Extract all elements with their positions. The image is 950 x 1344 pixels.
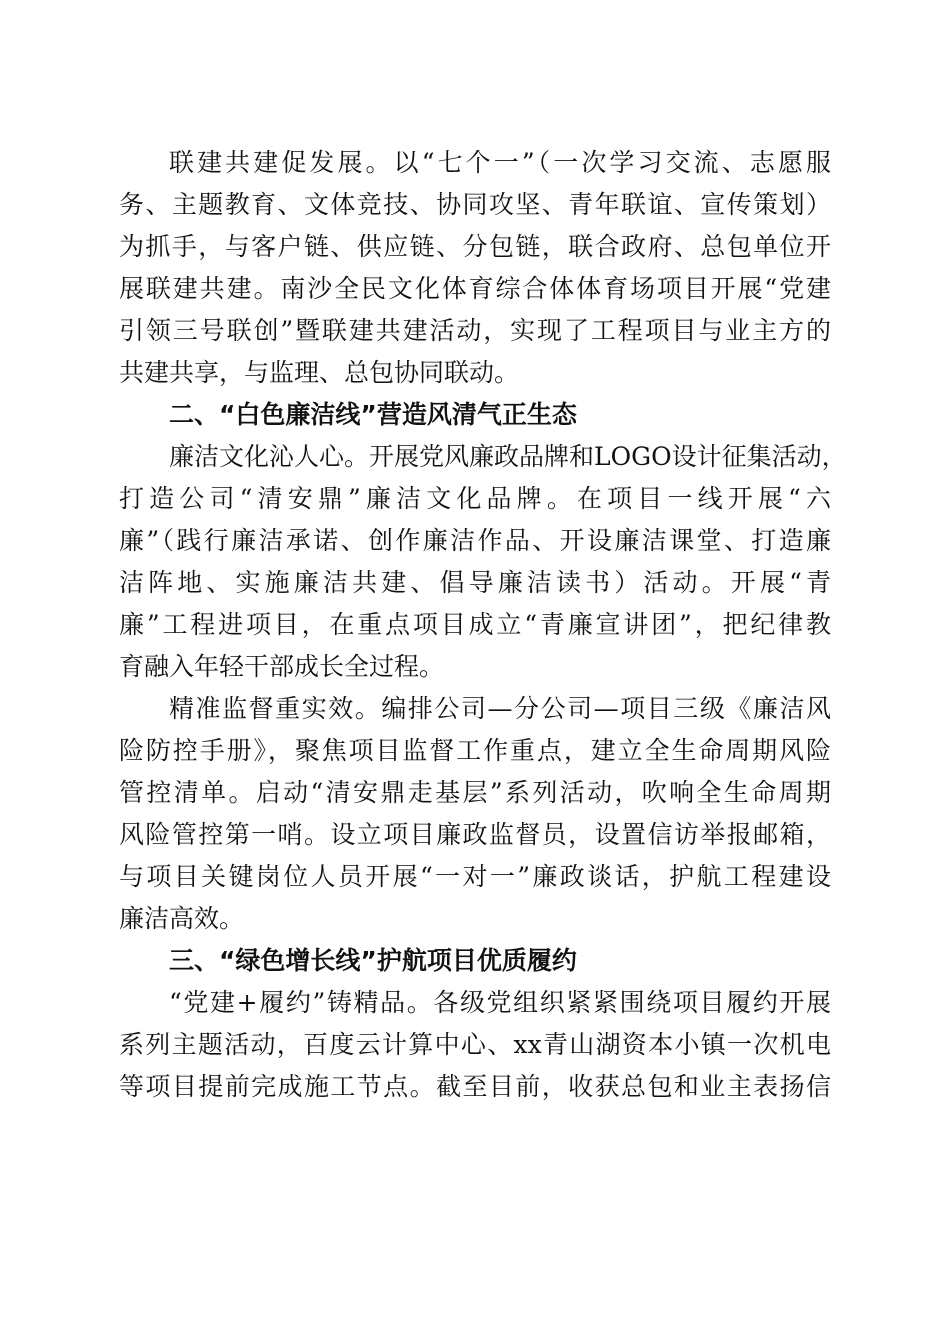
section-heading-white-line: 二、“白色廉洁线”营造风清气正生态 (169, 400, 577, 429)
text-line: 洁阵地、实施廉洁共建、倡导廉洁读书）活动。开展“青 (119, 568, 831, 597)
text-line: 为抓手，与客户链、供应链、分包链，联合政府、总包单位开 (119, 232, 831, 261)
paragraph-joint-construction (119, 142, 831, 394)
paragraph-party-building-performance (119, 982, 831, 1108)
text-line: 共建共享，与监理、总包协同联动。 (119, 358, 520, 387)
text-line: 展联建共建。南沙全民文化体育综合体体育场项目开展“党建 (119, 274, 831, 303)
paragraph-precise-supervision (119, 688, 831, 940)
text-line: 管控清单。启动“清安鼎走基层”系列活动，吹响全生命周期 (119, 778, 831, 807)
text-line: 引领三号联创”暨联建共建活动，实现了工程项目与业主方的 (119, 316, 831, 345)
text-line: 等项目提前完成施工节点。截至目前，收获总包和业主表扬信 (119, 1072, 831, 1101)
paragraph-integrity-culture (119, 436, 847, 688)
text-line: 廉”（践行廉洁承诺、创作廉洁作品、开设廉洁课堂、打造廉 (119, 526, 831, 555)
text-line: 廉”工程进项目，在重点项目成立“青廉宣讲团”，把纪律教 (119, 610, 831, 639)
text-line: 与项目关键岗位人员开展“一对一”廉政谈话，护航工程建设 (119, 862, 831, 891)
text-line: 系列主题活动，百度云计算中心、xx青山湖资本小镇一次机电 (119, 1030, 831, 1059)
section-heading-green-line: 三、“绿色增长线”护航项目优质履约 (169, 946, 577, 975)
text-line: 育融入年轻干部成长全过程。 (119, 652, 445, 681)
text-line: 联建共建促发展。以“七个一”（一次学习交流、志愿服 (169, 148, 831, 177)
text-line: 廉洁文化沁人心。开展党风廉政品牌和LOGO设计征集活动， (169, 442, 847, 471)
document-body (119, 142, 847, 1108)
text-line: 廉洁高效。 (119, 904, 245, 933)
text-line: 风险管控第一哨。设立项目廉政监督员，设置信访举报邮箱， (119, 820, 831, 849)
text-line: “党建+履约”铸精品。各级党组织紧紧围绕项目履约开展 (169, 988, 831, 1017)
text-line: 精准监督重实效。编排公司—分公司—项目三级《廉洁风 (169, 694, 831, 723)
text-line: 打造公司“清安鼎”廉洁文化品牌。在项目一线开展“六 (119, 484, 831, 513)
text-line: 险防控手册》，聚焦项目监督工作重点，建立全生命周期风险 (119, 736, 831, 765)
text-line: 务、主题教育、文体竞技、协同攻坚、青年联谊、宣传策划） (119, 190, 831, 219)
